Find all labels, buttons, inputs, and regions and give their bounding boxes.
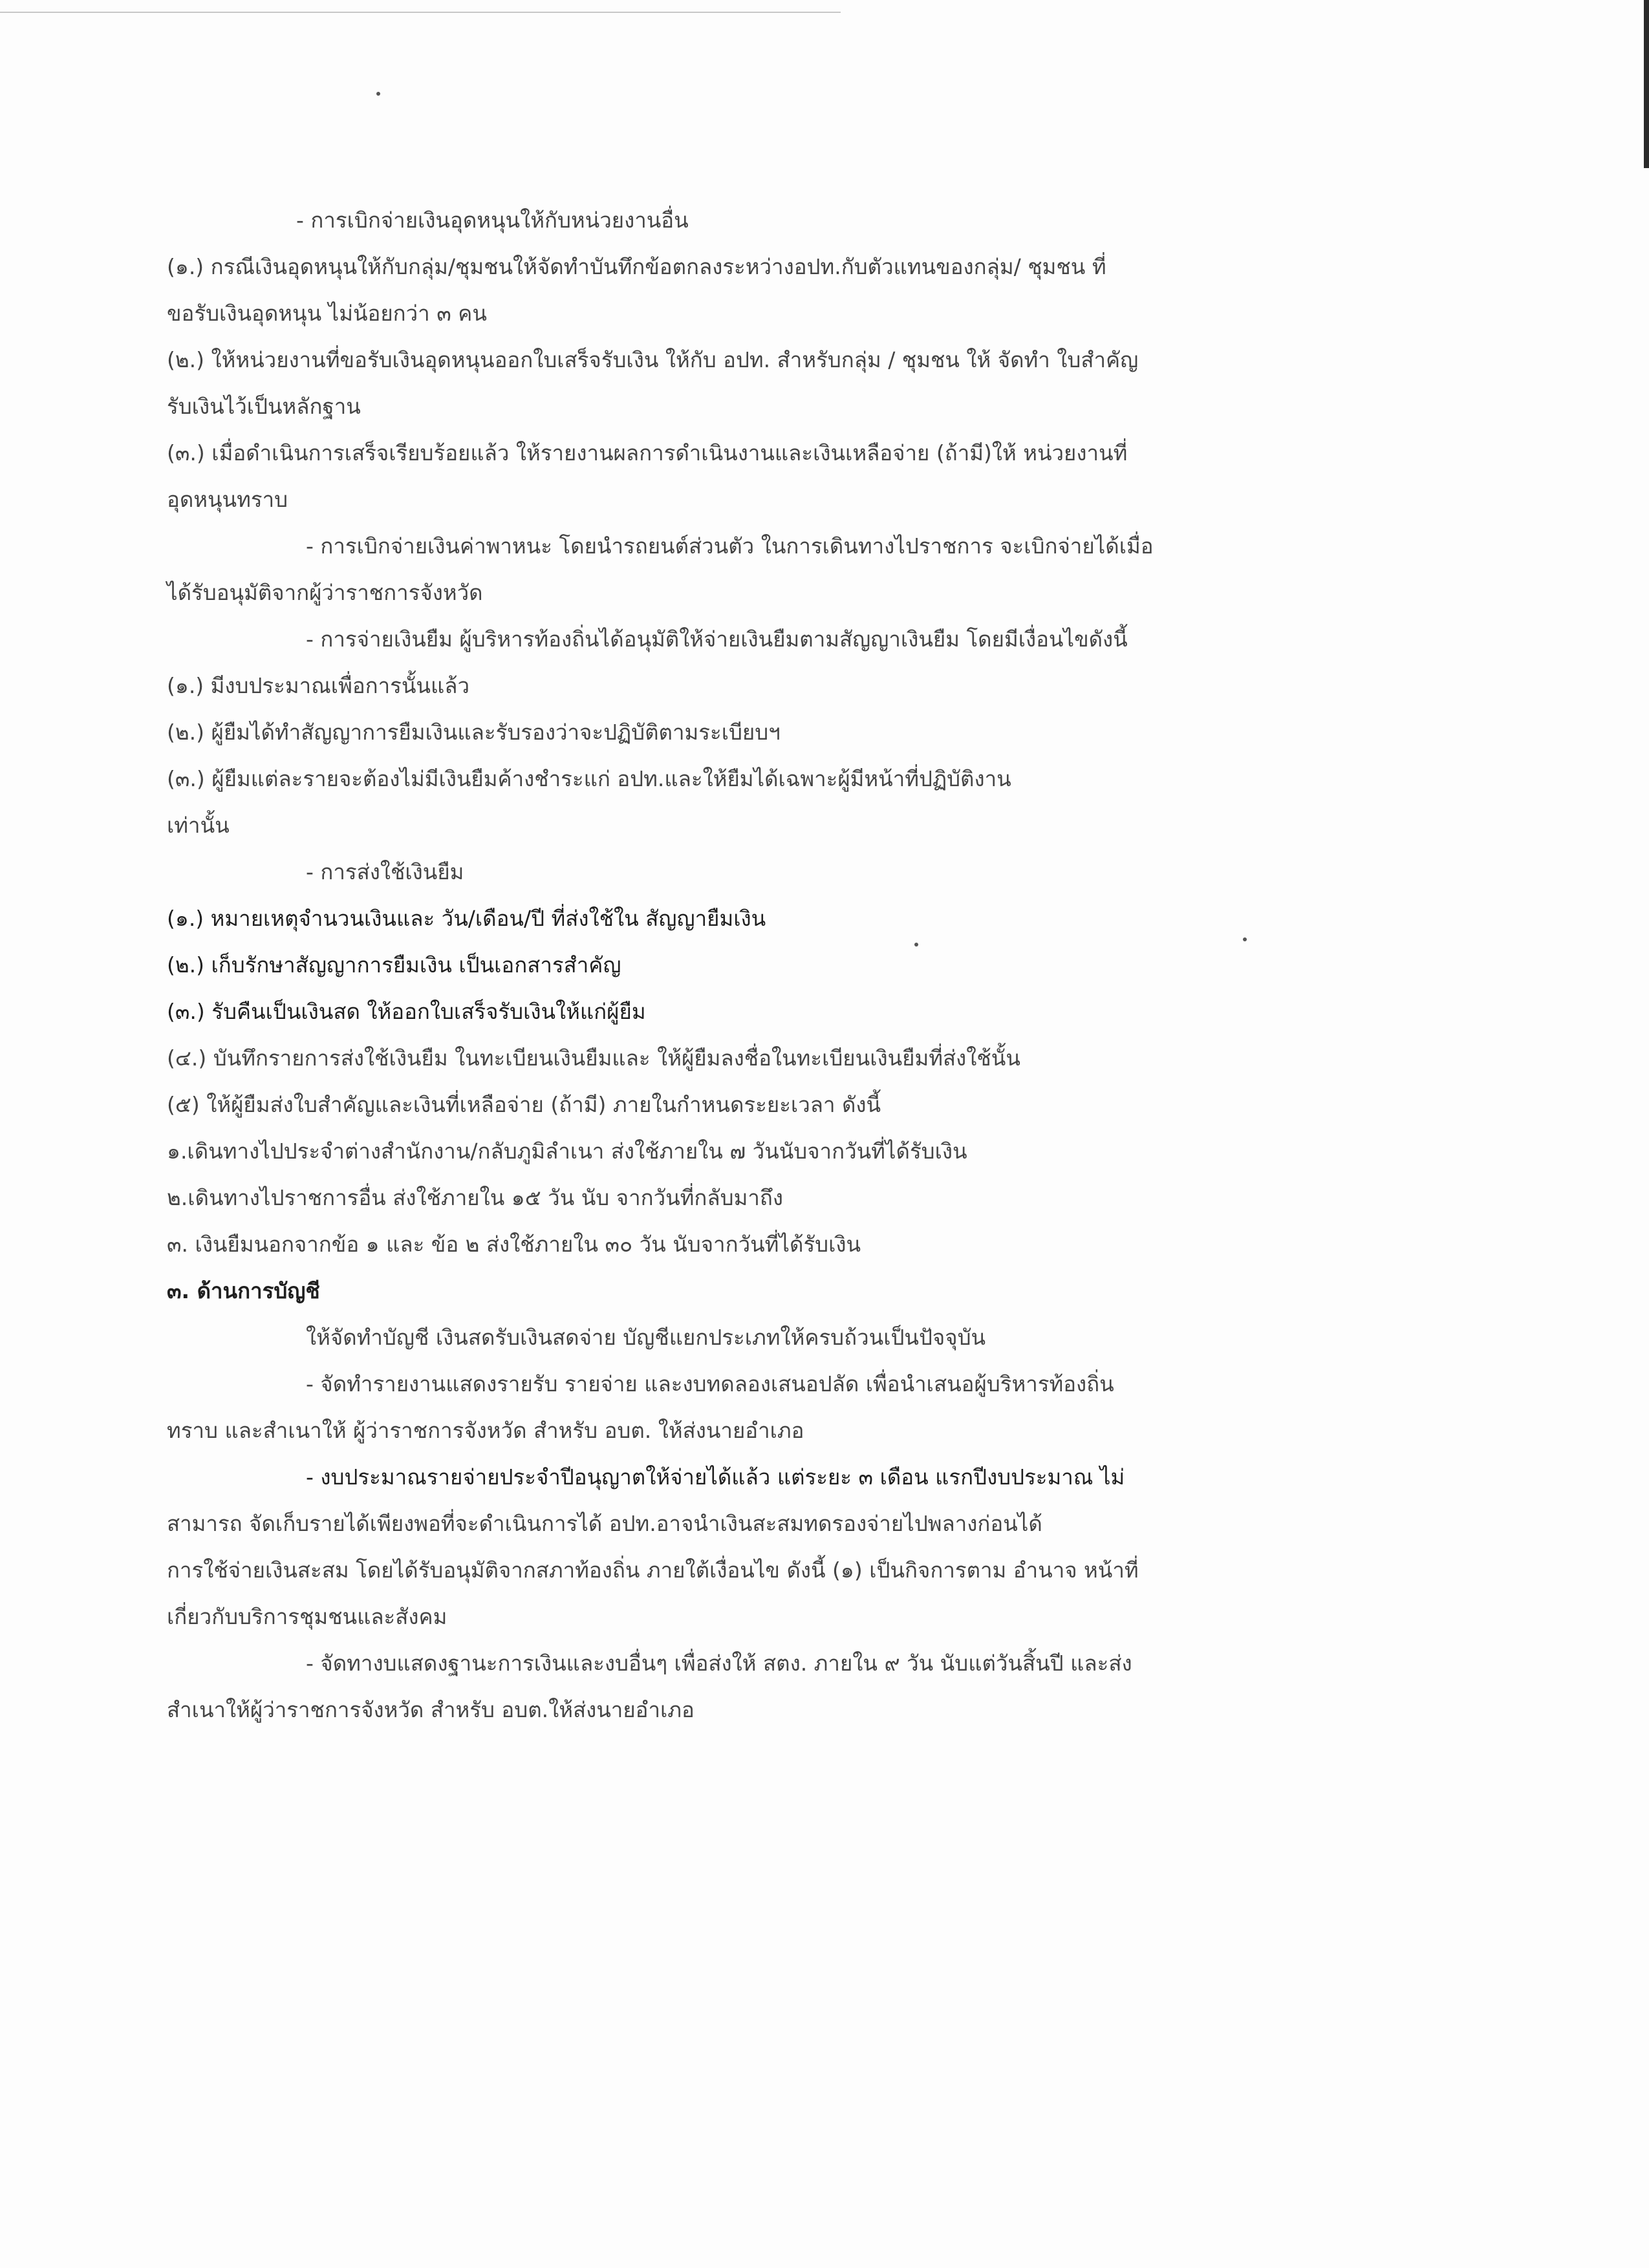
text-line: ๒.เดินทางไปราชการอื่น ส่งใช้ภายใน ๑๕ วัน นับ จากวันที่กลับมาถึง [167,1185,783,1210]
text-line: (๑.) กรณีเงินอุดหนุนให้กับกลุ่ม/ชุมชนให้จัดทำบันทึกข้อตกลงระหว่างอปท.กับตัวแทนของกลุ่ม/ ชุมชน ที่ [167,254,1106,279]
section-heading: ๓. ด้านการบัญชี [167,1278,320,1303]
text-line: สามารถ จัดเก็บรายได้เพียงพอที่จะดำเนินการได้ อปท.อาจนำเงินสะสมทดรองจ่ายไปพลางก่อนได้ [167,1511,1042,1536]
text-line: อุดหนุนทราบ [167,487,288,512]
text-line: (๓.) ผู้ยืมแต่ละรายจะต้องไม่มีเงินยืมค้างชำระแก่ อปท.และให้ยืมได้เฉพาะผู้มีหน้าที่ปฏิบัติงาน [167,766,1011,791]
text-line: ให้จัดทำบัญชี เงินสดรับเงินสดจ่าย บัญชีแยกประเภทให้ครบถ้วนเป็นปัจจุบัน [306,1325,986,1350]
text-line: - จัดทางบแสดงฐานะการเงินและงบอื่นๆ เพื่อส่งให้ สตง. ภายใน ๙ วัน นับแต่วันสิ้นปี และส่ง [306,1651,1132,1676]
text-line: - จัดทำรายงานแสดงรายรับ รายจ่าย และงบทดลองเสนอปลัด เพื่อนำเสนอผู้บริหารท้องถิ่น [306,1371,1114,1396]
text-line: - งบประมาณรายจ่ายประจำปีอนุญาตให้จ่ายได้แล้ว แต่ระยะ ๓ เดือน แรกปีงบประมาณ ไม่ [306,1464,1125,1490]
text-line: (๒.) ให้หน่วยงานที่ขอรับเงินอุดหนุนออกใบเสร็จรับเงิน ให้กับ อปท. สำหรับกลุ่ม / ชุมชน ให้ จัดทำ ใบสำคัญ [167,347,1139,372]
text-line: เกี่ยวกับบริการชุมชนและสังคม [167,1604,447,1629]
text-line: - การเบิกจ่ายเงินอุดหนุนให้กับหน่วยงานอื่น [296,208,689,233]
text-line: (๑.) มีงบประมาณเพื่อการนั้นแล้ว [167,673,470,698]
text-line: ๑.เดินทางไปประจำต่างสำนักงาน/กลับภูมิลำเนา ส่งใช้ภายใน ๗ วันนับจากวันที่ได้รับเงิน [167,1139,967,1164]
text-line: - การจ่ายเงินยืม ผู้บริหารท้องถิ่นได้อนุมัติให้จ่ายเงินยืมตามสัญญาเงินยืม โดยมีเงื่อนไขดังนี้ [306,626,1128,652]
text-line: (๕) ให้ผู้ยืมส่งใบสำคัญและเงินที่เหลือจ่าย (ถ้ามี) ภายในกำหนดระยะเวลา ดังนี้ [167,1092,881,1117]
document-body [167,197,1266,1733]
scan-top-rule [0,12,841,13]
text-line: ขอรับเงินอุดหนุน ไม่น้อยกว่า ๓ คน [167,301,487,326]
text-line: - การส่งใช้เงินยืม [306,859,464,884]
text-line: ทราบ และสำเนาให้ ผู้ว่าราชการจังหวัด สำหรับ อบต. ให้ส่งนายอำเภอ [167,1418,804,1443]
text-line: สำเนาให้ผู้ว่าราชการจังหวัด สำหรับ อบต.ให้ส่งนายอำเภอ [167,1697,695,1722]
text-line: เท่านั้น [167,813,230,838]
text-line: (๒.) เก็บรักษาสัญญาการยืมเงิน เป็นเอกสารสำคัญ [167,952,621,978]
text-line: (๑.) หมายเหตุจำนวนเงินและ วัน/เดือน/ปี ที่ส่งใช้ใน สัญญายืมเงิน [167,906,766,931]
text-line: (๓.) เมื่อดำเนินการเสร็จเรียบร้อยแล้ว ให้รายงานผลการดำเนินงานและเงินเหลือจ่าย (ถ้ามี)ให้ หน่วยงานที่ [167,440,1128,465]
text-line: รับเงินไว้เป็นหลักฐาน [167,394,361,419]
text-line: (๔.) บันทึกรายการส่งใช้เงินยืม ในทะเบียนเงินยืมและ ให้ผู้ยืมลงชื่อในทะเบียนเงินยืมที่ส่งใช้นั้น [167,1045,1020,1071]
text-line: ได้รับอนุมัติจากผู้ว่าราชการจังหวัด [167,580,483,605]
scan-right-edge [1644,0,1649,168]
text-line: - การเบิกจ่ายเงินค่าพาหนะ โดยนำรถยนต์ส่วนตัว ในการเดินทางไปราชการ จะเบิกจ่ายได้เมื่อ [306,533,1154,559]
text-line: ๓. เงินยืมนอกจากข้อ ๑ และ ข้อ ๒ ส่งใช้ภายใน ๓๐ วัน นับจากวันที่ได้รับเงิน [167,1232,861,1257]
scan-speck [376,92,380,96]
text-line: (๓.) รับคืนเป็นเงินสด ให้ออกใบเสร็จรับเงินให้แก่ผู้ยืม [167,999,646,1024]
text-line: การใช้จ่ายเงินสะสม โดยได้รับอนุมัติจากสภาท้องถิ่น ภายใต้เงื่อนไข ดังนี้ (๑) เป็นกิจการตาม อำนาจ หน้าที่ [167,1557,1139,1583]
text-line: (๒.) ผู้ยืมได้ทำสัญญาการยืมเงินและรับรองว่าจะปฏิบัติตามระเบียบฯ [167,720,781,745]
